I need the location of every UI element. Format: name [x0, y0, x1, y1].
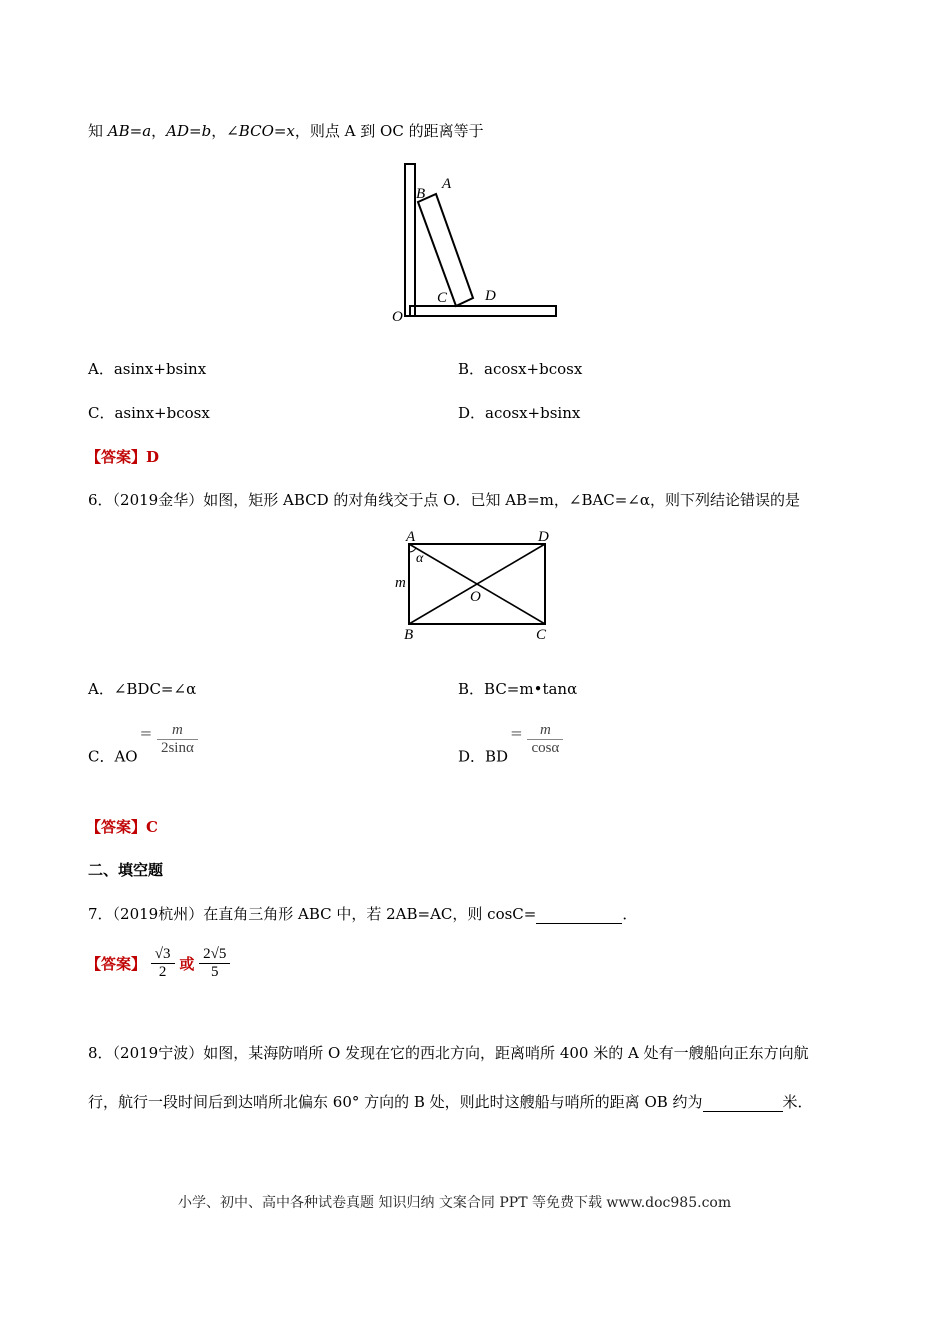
q6-label-C: C — [536, 627, 547, 643]
q6-option-d: D．BD= $\frac{m}{\cos\alpha}$ — [458, 722, 563, 767]
q5-label-B: B — [416, 186, 426, 202]
q5-stem: 知 AB=a，AD=b，∠BCO=x，则点 A 到 OC 的距离等于 — [88, 122, 484, 140]
q6-label-B: B — [404, 627, 414, 643]
q5-answer: 【答案】D — [86, 448, 160, 466]
q6-label-m: m — [395, 575, 406, 591]
q7-answer-fraction-1: $\frac{√3}{2}$ — [151, 946, 175, 981]
q6-label-O: O — [470, 589, 481, 605]
q6-figure — [390, 525, 560, 647]
q6-option-d-fraction: $\frac{m}{\cos\alpha}$ — [527, 722, 563, 757]
q6-answer: 【答案】C — [86, 818, 158, 836]
q7-stem: 7．（2019杭州）在直角三角形 ABC 中，若 2AB=AC，则 cosC= ． — [88, 905, 638, 923]
q6-option-c-fraction: $\frac{m}{2\sin\alpha}$ — [157, 722, 198, 757]
q5-figure — [388, 160, 568, 325]
q7-answer: 【答案】 $\frac{√3}{2}$ 或 $\frac{2√5}{5}$ — [86, 946, 230, 981]
q5-option-d: D．acosx+bsinx — [458, 404, 581, 422]
q8-line-2: 行，航行一段时间后到达哨所北偏东 60° 方向的 B 处，则此时这艘船与哨所的距离 OB 约为 米． — [88, 1093, 813, 1111]
q5-label-D: D — [485, 288, 496, 304]
q6-option-a: A．∠BDC=∠α — [88, 680, 197, 698]
q6-option-b: B．BC=m•tanα — [458, 680, 578, 698]
q5-option-a: A．asinx+bsinx — [88, 360, 207, 378]
q6-label-A: A — [406, 529, 416, 545]
q5-option-b: B．acosx+bcosx — [458, 360, 583, 378]
q6-label-D: D — [538, 529, 549, 545]
q6-option-c: C．AO= $\frac{m}{2\sin\alpha}$ — [88, 722, 198, 767]
q6-label-alpha: α — [416, 551, 424, 566]
page-footer: 小学、初中、高中各种试卷真题 知识归纳 文案合同 PPT 等免费下载 www.doc985.com — [178, 1195, 732, 1211]
q8-line-1: 8．（2019宁波）如图，某海防哨所 O 发现在它的西北方向，距离哨所 400 米的 A 处有一艘船向正东方向航 — [88, 1044, 809, 1062]
q5-label-O: O — [392, 309, 403, 325]
q5-label-A: A — [442, 176, 452, 192]
q5-label-C: C — [437, 290, 448, 306]
section-title: 二、填空题 — [88, 861, 164, 879]
q8-blank[interactable] — [703, 1093, 783, 1112]
q6-stem: 6．（2019金华）如图，矩形 ABCD 的对角线交于点 O．已知 AB=m，∠BAC=∠α，则下列结论错误的是 — [88, 491, 801, 509]
q7-answer-fraction-2: $\frac{2√5}{5}$ — [199, 946, 230, 981]
q7-blank[interactable] — [536, 905, 622, 924]
q5-option-c: C．asinx+bcosx — [88, 404, 210, 422]
